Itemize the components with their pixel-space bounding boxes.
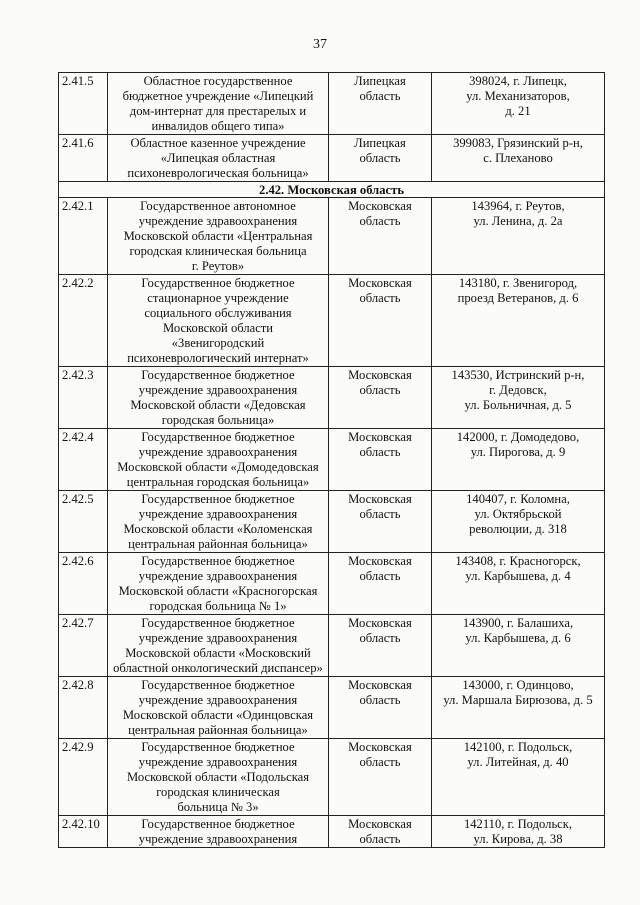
institution-name-line: центральная районная больница» — [128, 723, 308, 737]
institution-name-line: городская клиническая — [156, 785, 280, 799]
table-row — [59, 491, 605, 553]
institution-name-cell — [108, 198, 329, 275]
address-line: 143530, Истринский р-н, — [451, 368, 585, 382]
region-name-cell — [329, 275, 432, 367]
address-line: ул. Октябрьской — [474, 507, 562, 521]
table-row — [59, 816, 605, 848]
institution-name-line: Областное казенное учреждение — [130, 136, 306, 150]
institution-name-line: дом-интернат для престарелых и — [129, 104, 307, 118]
address-line: 143180, г. Звенигород, — [458, 276, 578, 290]
institution-name-cell — [108, 677, 329, 739]
region-name-line: Московская — [348, 276, 412, 290]
region-name-line: Московская — [348, 199, 412, 213]
page-number: 37 — [313, 37, 327, 52]
region-name-line: Московская — [348, 492, 412, 506]
region-name-line: область — [359, 445, 401, 459]
address-line: ул. Больничная, д. 5 — [464, 398, 572, 412]
institution-name-line: стационарное учреждение — [147, 291, 289, 305]
institution-name-line: учреждение здравоохранения — [138, 569, 298, 583]
region-name-line: Московская — [348, 678, 412, 692]
address-cell — [432, 275, 605, 367]
institution-name-line: «Липецкая областная — [160, 151, 276, 165]
table-row — [59, 739, 605, 816]
address-line: 143000, г. Одинцово, — [462, 678, 574, 692]
table-row — [59, 73, 605, 135]
region-name-line: Московская — [348, 430, 412, 444]
institution-name-line: центральная районная больница» — [128, 537, 308, 551]
table-row — [59, 615, 605, 677]
address-line: 140407, г. Коломна, — [466, 492, 570, 506]
region-name-line: область — [359, 214, 401, 228]
institution-name-line: инвалидов общего типа» — [151, 119, 285, 133]
region-name-line: область — [359, 755, 401, 769]
institution-name-line: Государственное бюджетное — [141, 276, 295, 290]
institution-name-line: учреждение здравоохранения — [138, 445, 298, 459]
region-name-line: Московская — [348, 368, 412, 382]
institution-name-cell — [108, 739, 329, 816]
address-line: д. 21 — [505, 104, 531, 118]
institution-name-cell — [108, 553, 329, 615]
address-line: 143900, г. Балашиха, — [462, 616, 574, 630]
institution-name-line: Государственное бюджетное — [141, 817, 295, 831]
region-name-line: область — [359, 507, 401, 521]
region-name-line: Липецкая — [354, 136, 406, 150]
address-cell — [432, 816, 605, 848]
institution-name-line: Московской области «Подольская — [126, 770, 310, 784]
institution-name-cell — [108, 429, 329, 491]
institution-name-line: Государственное бюджетное — [141, 430, 295, 444]
address-line: ул. Пирогова, д. 9 — [470, 445, 566, 459]
region-name-cell — [329, 73, 432, 135]
region-name-cell — [329, 615, 432, 677]
institution-name-line: учреждение здравоохранения — [138, 693, 298, 707]
row-number: 2.41.5 — [59, 73, 108, 135]
address-line: ул. Механизаторов, — [466, 89, 570, 103]
institution-name-line: социального обслуживания — [144, 306, 292, 320]
institution-name-cell — [108, 275, 329, 367]
region-name-line: Московская — [348, 554, 412, 568]
region-name-line: область — [359, 291, 401, 305]
institution-name-line: городская клиническая больница — [129, 244, 307, 258]
region-name-line: Московская — [348, 740, 412, 754]
address-cell — [432, 367, 605, 429]
address-cell — [432, 615, 605, 677]
address-line: ул. Литейная, д. 40 — [467, 755, 569, 769]
institution-name-cell — [108, 491, 329, 553]
region-name-cell — [329, 198, 432, 275]
institution-name-cell — [108, 135, 329, 182]
institution-name-line: Московской области «Красногорская — [118, 584, 318, 598]
region-name-cell — [329, 553, 432, 615]
table-body — [59, 73, 605, 848]
institution-name-line: учреждение здравоохранения — [138, 214, 298, 228]
institution-name-line: Московской области «Московский — [125, 646, 311, 660]
institution-name-line: Московской области «Одинцовская — [122, 708, 314, 722]
address-line: г. Дедовск, — [489, 383, 547, 397]
region-name-line: область — [359, 569, 401, 583]
address-line: ул. Карбышева, д. 6 — [465, 631, 571, 645]
region-name-cell — [329, 491, 432, 553]
region-name-line: область — [359, 832, 401, 846]
address-cell — [432, 73, 605, 135]
institution-name-line: Государственное бюджетное — [141, 678, 295, 692]
region-name-cell — [329, 429, 432, 491]
row-number: 2.41.6 — [59, 135, 108, 182]
region-name-line: Липецкая — [354, 74, 406, 88]
table-row — [59, 275, 605, 367]
address-cell — [432, 429, 605, 491]
institution-name-line: Государственное автономное — [140, 199, 296, 213]
institution-name-line: Государственное бюджетное — [141, 492, 295, 506]
institution-name-line: центральная городская больница» — [126, 475, 310, 489]
address-line: ул. Кирова, д. 38 — [473, 832, 563, 846]
address-cell — [432, 491, 605, 553]
address-cell — [432, 198, 605, 275]
institution-name-line: Государственное бюджетное — [141, 740, 295, 754]
institution-name-cell — [108, 367, 329, 429]
region-name-line: область — [359, 693, 401, 707]
institution-name-line: учреждение здравоохранения — [138, 755, 298, 769]
row-number: 2.42.3 — [59, 367, 108, 429]
institution-name-line: учреждение здравоохранения — [138, 832, 298, 846]
institution-name-line: учреждение здравоохранения — [138, 507, 298, 521]
region-name-line: область — [359, 383, 401, 397]
institution-name-line: городская больница № 1» — [149, 599, 287, 613]
table-row — [59, 429, 605, 491]
address-line: 143408, г. Красногорск, — [455, 554, 581, 568]
institution-name-line: Московской области «Дедовская — [130, 398, 306, 412]
region-name-cell — [329, 739, 432, 816]
row-number: 2.42.2 — [59, 275, 108, 367]
region-name-line: Московская — [348, 616, 412, 630]
section-title: 2.42. Московская область — [59, 182, 605, 198]
address-line: 398024, г. Липецк, — [469, 74, 567, 88]
institution-name-line: городская больница» — [161, 413, 275, 427]
institution-name-cell — [108, 615, 329, 677]
row-number: 2.42.9 — [59, 739, 108, 816]
table-row — [59, 553, 605, 615]
address-line: 399083, Грязинский р-н, — [453, 136, 583, 150]
institutions-table — [58, 72, 605, 848]
institution-name-line: психоневрологический интернат» — [127, 351, 309, 365]
address-line: революции, д. 318 — [469, 522, 567, 536]
institution-name-line: учреждение здравоохранения — [138, 383, 298, 397]
region-name-line: область — [359, 151, 401, 165]
institution-name-line: Московской области «Домодедовская — [117, 460, 319, 474]
address-line: проезд Ветеранов, д. 6 — [457, 291, 579, 305]
institution-name-cell — [108, 816, 329, 848]
address-line: с. Плеханово — [483, 151, 553, 165]
institution-name-cell — [108, 73, 329, 135]
address-cell — [432, 553, 605, 615]
address-line: ул. Ленина, д. 2а — [473, 214, 563, 228]
table-row — [59, 198, 605, 275]
institution-name-line: «Звенигородский — [171, 336, 265, 350]
row-number: 2.42.6 — [59, 553, 108, 615]
address-cell — [432, 739, 605, 816]
institution-name-line: Областное государственное — [143, 74, 293, 88]
row-number: 2.42.8 — [59, 677, 108, 739]
institution-name-line: учреждение здравоохранения — [138, 631, 298, 645]
institution-name-line: Государственное бюджетное — [141, 368, 295, 382]
region-name-cell — [329, 816, 432, 848]
table-row — [59, 135, 605, 182]
row-number: 2.42.4 — [59, 429, 108, 491]
region-name-cell — [329, 677, 432, 739]
institution-name-line: областной онкологический диспансер» — [113, 661, 323, 675]
table-row — [59, 677, 605, 739]
region-name-line: область — [359, 631, 401, 645]
address-line: ул. Маршала Бирюзова, д. 5 — [443, 693, 593, 707]
institution-name-line: Государственное бюджетное — [141, 554, 295, 568]
row-number: 2.42.10 — [59, 816, 108, 848]
region-name-line: Московская — [348, 817, 412, 831]
region-name-cell — [329, 135, 432, 182]
institution-name-line: бюджетное учреждение «Липецкий — [122, 89, 314, 103]
institution-name-line: Московской области «Центральная — [123, 229, 313, 243]
row-number: 2.42.7 — [59, 615, 108, 677]
address-cell — [432, 135, 605, 182]
address-line: 142110, г. Подольск, — [463, 817, 573, 831]
row-number: 2.42.5 — [59, 491, 108, 553]
institution-name-line: Московской области — [162, 321, 274, 335]
address-cell — [432, 677, 605, 739]
table-row — [59, 367, 605, 429]
institution-name-line: г. Реутов» — [191, 259, 245, 273]
row-number: 2.42.1 — [59, 198, 108, 275]
institution-name-line: Государственное бюджетное — [141, 616, 295, 630]
institution-name-line: больница № 3» — [177, 800, 259, 814]
address-line: 142000, г. Домодедово, — [456, 430, 580, 444]
section-header-row — [59, 182, 605, 198]
region-name-line: область — [359, 89, 401, 103]
region-name-cell — [329, 367, 432, 429]
address-line: 142100, г. Подольск, — [463, 740, 573, 754]
address-line: ул. Карбышева, д. 4 — [465, 569, 571, 583]
address-line: 143964, г. Реутов, — [471, 199, 565, 213]
institution-name-line: психоневрологическая больница» — [127, 166, 309, 180]
institution-name-line: Московской области «Коломенская — [123, 522, 313, 536]
